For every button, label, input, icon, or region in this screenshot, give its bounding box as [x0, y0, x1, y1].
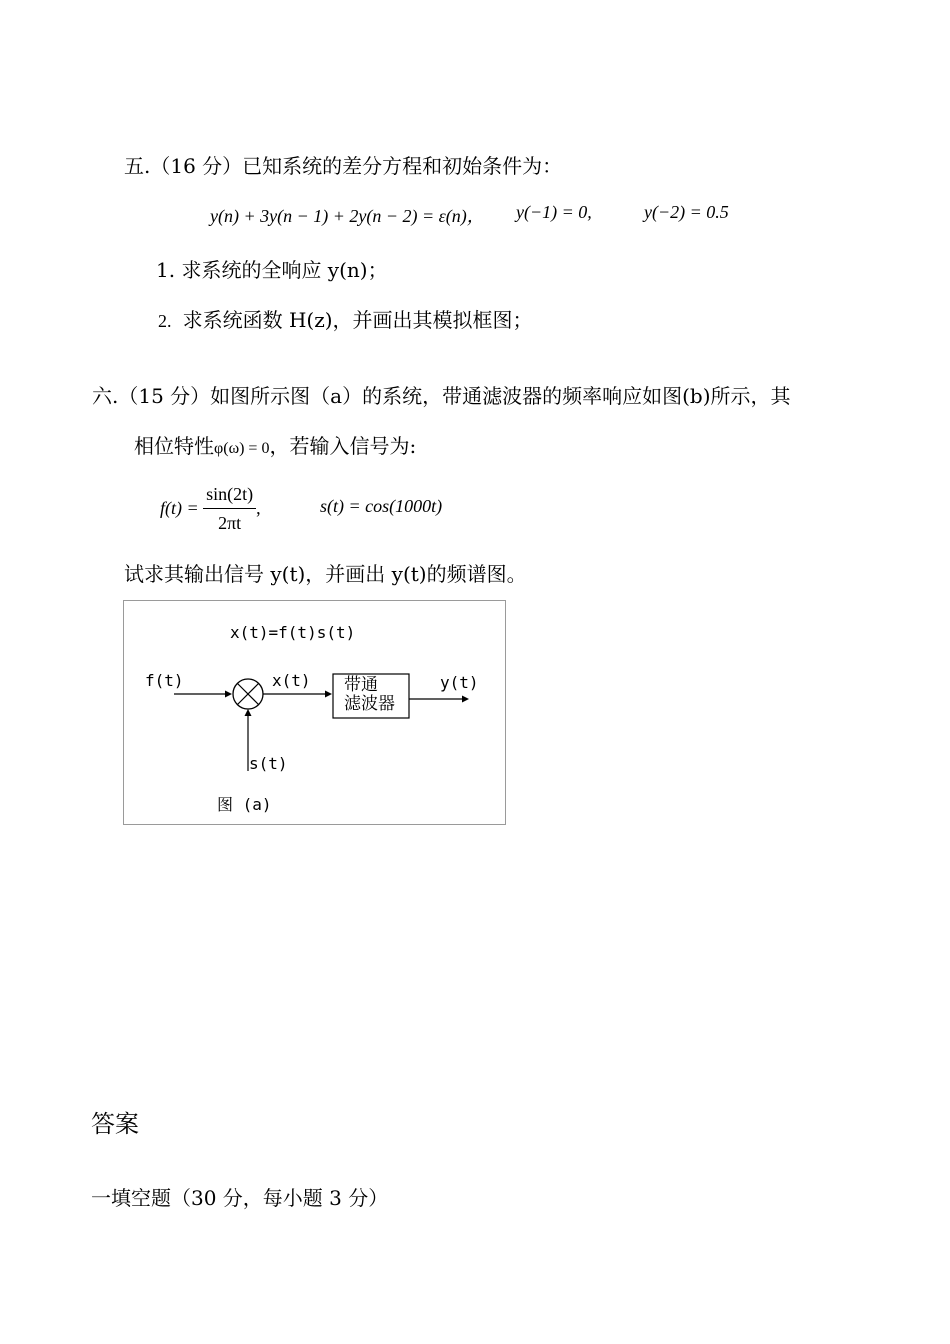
f-input-arrowhead — [225, 691, 232, 698]
figure-f-label: f(t) — [145, 671, 184, 690]
q6-task: 试求其输出信号 y(t)，并画出 y(t)的频谱图。 — [124, 562, 527, 586]
q6-f-lhs: f(t) = — [160, 498, 199, 518]
q5-heading: 五.（16 分）已知系统的差分方程和初始条件为： — [124, 154, 563, 178]
q6-f-comma: , — [256, 498, 261, 518]
answers-title: 答案 — [91, 1110, 139, 1138]
q5-item-2-number: 2. — [158, 311, 172, 331]
q6-f-numerator: sin(2t) — [203, 480, 256, 509]
q6-phase-expr: φ(ω) = 0 — [214, 440, 270, 457]
q6-f-definition — [160, 480, 261, 537]
q5-item-2 — [158, 304, 533, 333]
q6-phase-label: 相位特性 — [134, 434, 214, 458]
figure-filter-label — [344, 676, 395, 714]
figure-y-label: y(t) — [440, 673, 479, 692]
q6-heading: 六.（15 分）如图所示图（a）的系统，带通滤波器的频率响应如图(b)所示，其 — [92, 384, 791, 408]
figure-filter-line-1: 带通 — [344, 675, 378, 695]
figure-filter-line-2: 滤波器 — [344, 694, 395, 714]
figure-caption: 图 (a) — [217, 795, 272, 814]
answers-section-1: 一填空题（30 分，每小题 3 分） — [91, 1186, 389, 1210]
q6-f-denominator: 2πt — [218, 513, 242, 533]
q6-s-definition: s(t) = cos(1000t) — [320, 496, 443, 516]
figure-a — [123, 600, 506, 825]
q5-item-1: 1. 求系统的全响应 y(n)； — [156, 258, 388, 282]
x-arrowhead — [325, 691, 332, 698]
q6-line-2 — [134, 430, 416, 459]
q5-item-2-text: 求系统函数 H(z)，并画出其模拟框图； — [182, 308, 533, 332]
figure-s-label: s(t) — [249, 754, 288, 773]
y-output-arrowhead — [462, 696, 469, 703]
q5-initial-condition-2: y(−2) = 0.5 — [644, 202, 729, 222]
q6-f-fraction — [203, 480, 256, 537]
figure-x-equation: x(t)=f(t)s(t) — [230, 623, 356, 642]
figure-x-label: x(t) — [272, 671, 311, 690]
q5-initial-condition-1: y(−1) = 0, — [516, 202, 592, 222]
s-input-arrowhead — [245, 709, 252, 716]
q5-eq-main: y(n) + 3y(n − 1) + 2y(n − 2) = ε(n)， — [210, 206, 485, 226]
q5-equation — [210, 202, 485, 228]
q6-input-label: ，若输入信号为: — [269, 434, 417, 458]
